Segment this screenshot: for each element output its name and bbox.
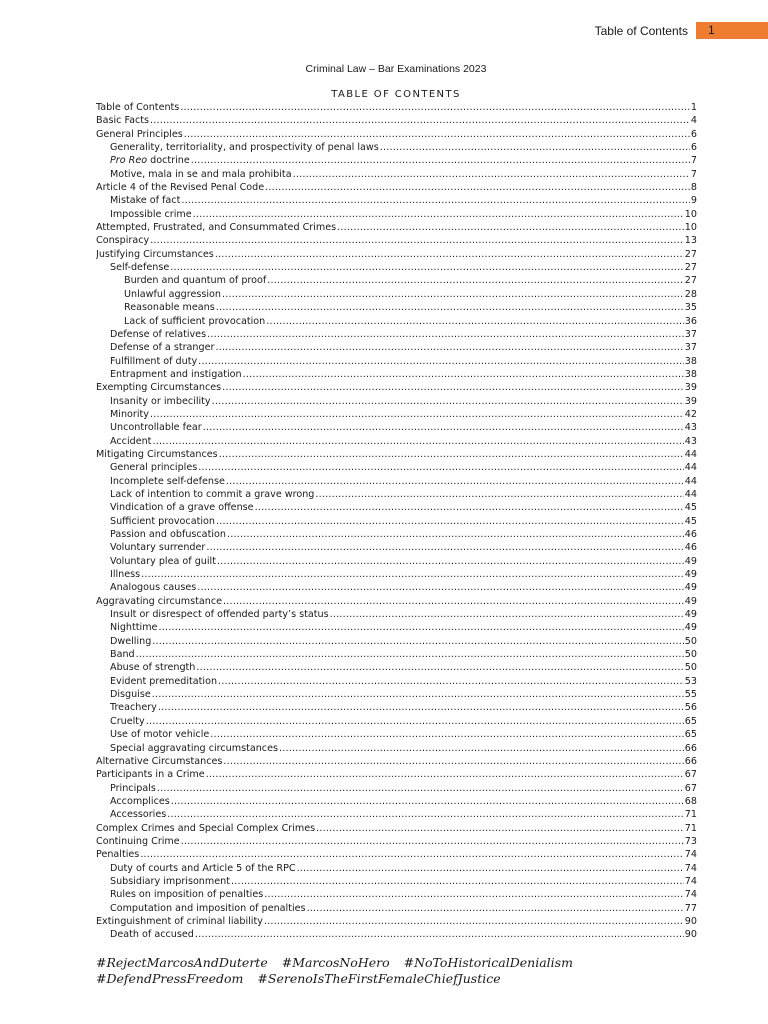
toc-entry-page: 6 xyxy=(690,142,697,154)
toc-dot-leader xyxy=(223,755,683,768)
toc-dot-leader xyxy=(264,915,684,928)
toc-dot-leader xyxy=(215,248,684,261)
toc-entry[interactable] xyxy=(96,742,697,755)
toc-entry-page: 45 xyxy=(684,502,697,514)
toc-dot-leader xyxy=(181,835,684,848)
toc-dot-leader xyxy=(337,221,684,234)
toc-entry-label: Alternative Circumstances xyxy=(96,755,223,767)
toc-dot-leader xyxy=(330,608,684,621)
toc-entry-page: 37 xyxy=(684,342,697,354)
toc-entry-label: Justifying Circumstances xyxy=(96,248,214,260)
toc-entry-page: 8 xyxy=(690,182,697,194)
toc-entry-page: 38 xyxy=(684,368,697,380)
toc-entry-page: 7 xyxy=(690,155,697,167)
hashtag: #RejectMarcosAndDuterte xyxy=(96,955,268,970)
toc-dot-leader xyxy=(152,435,683,448)
toc-entry[interactable] xyxy=(96,315,697,328)
toc-entry[interactable] xyxy=(96,101,697,114)
toc-entry-label: Self-defense xyxy=(110,262,170,274)
toc-entry-label: Special aggravating circumstances xyxy=(110,742,278,754)
toc-dot-leader xyxy=(196,661,683,674)
toc-dot-leader xyxy=(207,328,684,341)
toc-entry-label: Entrapment and instigation xyxy=(110,368,242,380)
toc-entry-page: 36 xyxy=(684,315,697,327)
toc-entry-label: Basic Facts xyxy=(96,115,149,127)
toc-entry-page: 1 xyxy=(690,102,697,113)
toc-entry-page: 10 xyxy=(684,222,697,234)
toc-dot-leader xyxy=(265,181,690,194)
toc-entry-page: 74 xyxy=(684,875,697,887)
toc-entry-page: 6 xyxy=(690,128,697,140)
toc-entry-label: Incomplete self-defense xyxy=(110,475,225,487)
toc-dot-leader xyxy=(141,568,684,581)
toc-dot-leader xyxy=(203,421,684,434)
toc-dot-leader xyxy=(218,675,684,688)
toc-entry[interactable] xyxy=(96,435,697,448)
toc-entry-page: 55 xyxy=(684,689,697,701)
toc-entry-label: Exempting Circumstances xyxy=(96,382,222,394)
toc-entry-label: Motive, mala in se and mala prohibita xyxy=(110,168,292,180)
toc-entry[interactable] xyxy=(96,221,697,234)
toc-entry-page: 53 xyxy=(684,675,697,687)
toc-entry-label: Computation and imposition of penalties xyxy=(110,902,306,914)
toc-entry-page: 68 xyxy=(684,795,697,807)
toc-entry[interactable] xyxy=(96,328,697,341)
toc-entry-label: Penalties xyxy=(96,849,140,861)
toc-entry[interactable] xyxy=(96,595,697,608)
toc-entry-page: 43 xyxy=(684,435,697,447)
toc-entry-label: Vindication of a grave offense xyxy=(110,502,254,514)
toc-entry-label: Unlawful aggression xyxy=(124,288,221,300)
toc-entry-page: 35 xyxy=(684,302,697,314)
toc-dot-leader xyxy=(212,395,684,408)
toc-entry[interactable] xyxy=(96,301,697,314)
toc-entry[interactable] xyxy=(96,875,697,888)
toc-entry[interactable] xyxy=(96,822,697,835)
toc-entry[interactable] xyxy=(96,555,697,568)
toc-entry-label: Rules on imposition of penalties xyxy=(110,889,264,901)
toc-entry-label: Disguise xyxy=(110,689,151,701)
toc-entry[interactable] xyxy=(96,701,697,714)
toc-entry-label: Impossible crime xyxy=(110,208,192,220)
toc-entry-page: 65 xyxy=(684,715,697,727)
toc-entry[interactable] xyxy=(96,368,697,381)
toc-entry[interactable] xyxy=(96,355,697,368)
toc-entry-label: Treachery xyxy=(110,702,157,714)
toc-entry[interactable] xyxy=(96,381,697,394)
hashtag: #DefendPressFreedom xyxy=(96,971,244,986)
document-title: Criminal Law – Bar Examinations 2023 xyxy=(305,63,487,75)
toc-entry-page: 27 xyxy=(684,275,697,287)
toc-entry-page: 44 xyxy=(684,462,697,474)
toc-entry-page: 49 xyxy=(684,555,697,567)
toc-entry-page: 7 xyxy=(690,168,697,180)
toc-entry[interactable] xyxy=(96,621,697,634)
toc-entry-label: Cruelty xyxy=(110,715,145,727)
toc-entry-page: 39 xyxy=(684,395,697,407)
toc-entry-label: Conspiracy xyxy=(96,235,150,247)
toc-entry[interactable] xyxy=(96,141,697,154)
toc-entry[interactable] xyxy=(96,768,697,781)
toc-dot-leader xyxy=(223,595,684,608)
toc-dot-leader xyxy=(222,288,684,301)
toc-entry-page: 45 xyxy=(684,515,697,527)
toc-entry-label: Voluntary surrender xyxy=(110,542,206,554)
toc-dot-leader xyxy=(136,648,684,661)
toc-entry[interactable] xyxy=(96,795,697,808)
toc-entry-label: Sufficient provocation xyxy=(110,515,215,527)
toc-entry-page: 67 xyxy=(684,769,697,781)
toc-dot-leader xyxy=(315,488,683,501)
toc-entry-page: 38 xyxy=(684,355,697,367)
toc-entry-page: 90 xyxy=(684,915,697,927)
toc-dot-leader xyxy=(146,715,684,728)
toc-dot-leader xyxy=(180,101,690,114)
toc-entry-label: Dwelling xyxy=(110,635,152,647)
toc-entry-label: General principles xyxy=(110,462,198,474)
toc-entry-label: Insult or disrespect of offended party’s status xyxy=(110,609,329,621)
toc-entry-page: 13 xyxy=(684,235,697,247)
toc-entry[interactable] xyxy=(96,835,697,848)
toc-entry-label: Lack of sufficient provocation xyxy=(124,315,266,327)
toc-entry-page: 66 xyxy=(684,755,697,767)
toc-entry-page: 42 xyxy=(684,408,697,420)
toc-entry[interactable] xyxy=(96,461,697,474)
toc-entry-label: Fulfillment of duty xyxy=(110,355,198,367)
toc-dot-leader xyxy=(279,742,684,755)
toc-dot-leader xyxy=(158,621,683,634)
toc-entry[interactable] xyxy=(96,408,697,421)
table-of-contents xyxy=(96,101,697,942)
toc-entry-label: General Principles xyxy=(96,128,183,140)
toc-heading: TABLE OF CONTENTS xyxy=(331,89,461,100)
toc-dot-leader xyxy=(206,541,683,554)
toc-entry[interactable] xyxy=(96,688,697,701)
toc-dot-leader xyxy=(152,688,684,701)
footer-hashtags-line-1 xyxy=(96,955,587,970)
toc-dot-leader xyxy=(215,341,683,354)
toc-dot-leader xyxy=(264,888,684,901)
toc-dot-leader xyxy=(266,315,684,328)
toc-dot-leader xyxy=(380,141,690,154)
toc-entry-page: 50 xyxy=(684,649,697,661)
toc-entry-page: 28 xyxy=(684,288,697,300)
toc-entry-label: Passion and obfuscation xyxy=(110,529,226,540)
toc-entry-label: Nighttime xyxy=(110,622,158,634)
toc-entry[interactable] xyxy=(96,541,697,554)
toc-entry-label: Death of accused xyxy=(110,929,194,941)
toc-entry[interactable] xyxy=(96,274,697,287)
toc-entry-page: 49 xyxy=(684,569,697,581)
toc-dot-leader xyxy=(152,635,683,648)
toc-entry-label: Analogous causes xyxy=(110,582,197,594)
toc-entry[interactable] xyxy=(96,608,697,621)
toc-entry[interactable] xyxy=(96,715,697,728)
toc-entry-label: Mistake of fact xyxy=(110,195,181,207)
toc-entry-label: Article 4 of the Revised Penal Code xyxy=(96,182,265,194)
toc-dot-leader xyxy=(195,928,684,941)
toc-entry-label: Burden and quantum of proof xyxy=(124,275,267,287)
toc-entry-page: 46 xyxy=(684,529,697,540)
toc-entry[interactable] xyxy=(96,568,697,581)
toc-entry-page: 49 xyxy=(684,595,697,607)
toc-entry[interactable] xyxy=(96,448,697,461)
toc-dot-leader xyxy=(150,408,684,421)
toc-dot-leader xyxy=(243,368,684,381)
toc-dot-leader xyxy=(167,808,684,821)
toc-entry[interactable] xyxy=(96,128,697,141)
toc-entry-label: Complex Crimes and Special Complex Crimes xyxy=(96,822,316,834)
toc-entry-label: Minority xyxy=(110,408,149,420)
toc-entry-page: 43 xyxy=(684,422,697,434)
toc-dot-leader xyxy=(198,355,684,368)
toc-dot-leader xyxy=(184,128,690,141)
toc-entry-label: Subsidiary imprisonment xyxy=(110,875,230,887)
toc-dot-leader xyxy=(191,154,690,167)
header-title: Table of Contents xyxy=(594,23,688,38)
toc-dot-leader xyxy=(181,194,690,207)
toc-dot-leader xyxy=(157,782,684,795)
toc-entry-label: Principals xyxy=(110,782,156,794)
toc-dot-leader xyxy=(222,381,684,394)
toc-entry[interactable] xyxy=(96,154,697,167)
toc-entry-page: 66 xyxy=(684,742,697,754)
toc-entry-label: Accessories xyxy=(110,809,167,821)
toc-entry[interactable] xyxy=(96,288,697,301)
toc-entry-label: Mitigating Circumstances xyxy=(96,448,218,460)
toc-entry[interactable] xyxy=(96,515,697,528)
toc-dot-leader xyxy=(231,875,684,888)
toc-entry-label: Attempted, Frustrated, and Consummated Crimes xyxy=(96,222,337,234)
toc-entry-label: Extinguishment of criminal liability xyxy=(96,915,263,927)
toc-dot-leader xyxy=(267,274,684,287)
toc-entry-page: 50 xyxy=(684,635,697,647)
toc-dot-leader xyxy=(297,862,684,875)
toc-entry[interactable] xyxy=(96,848,697,861)
toc-entry-page: 73 xyxy=(684,835,697,847)
toc-entry[interactable] xyxy=(96,902,697,915)
toc-entry-label: Defense of a stranger xyxy=(110,342,215,354)
toc-entry-page: 71 xyxy=(684,809,697,821)
toc-entry[interactable] xyxy=(96,341,697,354)
toc-entry[interactable] xyxy=(96,915,697,928)
toc-entry[interactable] xyxy=(96,114,697,127)
toc-entry-label: Accident xyxy=(110,435,152,447)
toc-dot-leader xyxy=(227,528,684,541)
toc-dot-leader xyxy=(198,461,684,474)
toc-entry[interactable] xyxy=(96,755,697,768)
toc-entry-label: Band xyxy=(110,649,135,661)
toc-entry-page: 9 xyxy=(690,195,697,207)
toc-entry-page: 44 xyxy=(684,488,697,500)
toc-entry-page: 74 xyxy=(684,889,697,901)
toc-entry-label: Abuse of strength xyxy=(110,662,196,674)
toc-dot-leader xyxy=(316,822,684,835)
toc-entry[interactable] xyxy=(96,168,697,181)
toc-entry[interactable] xyxy=(96,808,697,821)
toc-dot-leader xyxy=(206,768,684,781)
toc-entry[interactable] xyxy=(96,635,697,648)
toc-entry-page: 27 xyxy=(684,262,697,274)
toc-entry-page: 37 xyxy=(684,328,697,340)
toc-entry[interactable] xyxy=(96,395,697,408)
toc-entry-page: 90 xyxy=(684,929,697,941)
toc-entry-page: 49 xyxy=(684,622,697,634)
toc-entry-label: Evident premeditation xyxy=(110,675,218,687)
toc-entry-label: Uncontrollable fear xyxy=(110,422,202,434)
toc-dot-leader xyxy=(197,581,684,594)
toc-dot-leader xyxy=(171,795,684,808)
toc-entry-page: 77 xyxy=(684,902,697,914)
toc-entry-label: Accomplices xyxy=(110,795,170,807)
toc-entry-page: 50 xyxy=(684,662,697,674)
toc-entry[interactable] xyxy=(96,648,697,661)
toc-dot-leader xyxy=(216,515,684,528)
toc-entry[interactable] xyxy=(96,888,697,901)
toc-entry-page: 10 xyxy=(684,208,697,220)
toc-entry-label: Lack of intention to commit a grave wrong xyxy=(110,488,315,500)
toc-entry-page: 27 xyxy=(684,248,697,260)
toc-entry-label: Illness xyxy=(110,569,141,581)
toc-entry[interactable] xyxy=(96,248,697,261)
toc-dot-leader xyxy=(158,701,684,714)
toc-entry-label: Use of motor vehicle xyxy=(110,729,210,741)
toc-entry[interactable] xyxy=(96,234,697,247)
footer-hashtags-line-2 xyxy=(96,971,515,986)
toc-entry[interactable] xyxy=(96,421,697,434)
toc-dot-leader xyxy=(226,475,684,488)
toc-entry[interactable] xyxy=(96,928,697,941)
toc-entry-label: Aggravating circumstance xyxy=(96,595,223,607)
toc-entry-page: 46 xyxy=(684,542,697,554)
toc-entry-label: Generality, territoriality, and prospectivity of penal laws xyxy=(110,142,379,154)
toc-entry[interactable] xyxy=(96,208,697,221)
toc-dot-leader xyxy=(193,208,684,221)
toc-entry-page: 44 xyxy=(684,448,697,460)
toc-entry[interactable] xyxy=(96,528,697,541)
toc-entry-label: Duty of courts and Article 5 of the RPC xyxy=(110,862,296,874)
toc-entry[interactable] xyxy=(96,181,697,194)
toc-entry-page: 67 xyxy=(684,782,697,794)
toc-dot-leader xyxy=(210,728,684,741)
toc-entry[interactable] xyxy=(96,194,697,207)
toc-entry[interactable] xyxy=(96,581,697,594)
toc-entry-page: 39 xyxy=(684,382,697,394)
toc-entry-page: 44 xyxy=(684,475,697,487)
toc-entry-page: 65 xyxy=(684,729,697,741)
toc-entry[interactable] xyxy=(96,501,697,514)
toc-entry[interactable] xyxy=(96,675,697,688)
toc-entry-page: 56 xyxy=(684,702,697,714)
toc-dot-leader xyxy=(150,234,684,247)
toc-entry-page: 74 xyxy=(684,862,697,874)
page-number-badge: 1 xyxy=(696,22,768,39)
toc-entry-label: Pro Reo doctrine xyxy=(110,155,190,167)
hashtag: #MarcosNoHero xyxy=(281,955,390,970)
toc-dot-leader xyxy=(293,168,690,181)
toc-entry[interactable] xyxy=(96,661,697,674)
toc-entry-label: Voluntary plea of guilt xyxy=(110,555,216,567)
toc-dot-leader xyxy=(307,902,684,915)
toc-entry-label: Insanity or imbecility xyxy=(110,395,211,407)
toc-dot-leader xyxy=(255,501,684,514)
toc-dot-leader xyxy=(217,555,684,568)
toc-dot-leader xyxy=(150,114,690,127)
toc-entry[interactable] xyxy=(96,782,697,795)
toc-entry-page: 71 xyxy=(684,822,697,834)
toc-entry-label: Reasonable means xyxy=(124,302,215,314)
toc-entry-page: 4 xyxy=(690,115,697,127)
toc-dot-leader xyxy=(216,301,684,314)
toc-dot-leader xyxy=(219,448,684,461)
toc-entry[interactable] xyxy=(96,728,697,741)
toc-dot-leader xyxy=(140,848,683,861)
toc-entry-label: Continuing Crime xyxy=(96,835,180,847)
toc-entry-page: 49 xyxy=(684,609,697,621)
toc-entry-label: Table of Contents xyxy=(96,102,180,113)
toc-entry[interactable] xyxy=(96,862,697,875)
page-header xyxy=(595,22,768,39)
toc-dot-leader xyxy=(170,261,684,274)
toc-entry-label: Participants in a Crime xyxy=(96,769,205,781)
toc-entry[interactable] xyxy=(96,475,697,488)
toc-entry-page: 49 xyxy=(684,582,697,594)
hashtag: #SerenoIsTheFirstFemaleChiefJustice xyxy=(257,971,501,986)
toc-entry[interactable] xyxy=(96,261,697,274)
hashtag: #NoToHistoricalDenialism xyxy=(403,955,573,970)
toc-entry-label: Defense of relatives xyxy=(110,328,207,340)
toc-entry-page: 74 xyxy=(684,849,697,861)
toc-entry[interactable] xyxy=(96,488,697,501)
